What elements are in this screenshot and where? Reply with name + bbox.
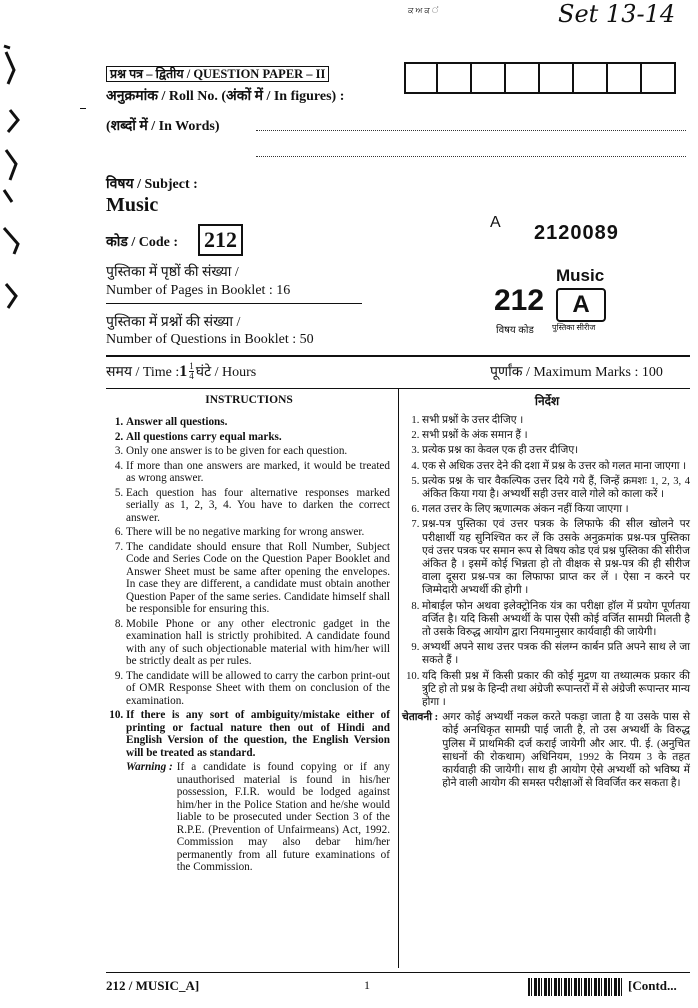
badge-code-caption: विषय कोड [496, 325, 534, 336]
instructions-warning [106, 761, 390, 874]
serial-number: 2120089 [534, 222, 619, 244]
instruction-item: 2. All questions carry equal marks. [126, 431, 390, 444]
roll-digit-box[interactable] [472, 62, 506, 94]
roll-digit-box[interactable] [540, 62, 574, 94]
instruction-item: 9. The candidate will be allowed to carry the carbon print-out of OMR Response Sheet with them on conclusion of the examination. [126, 670, 390, 708]
roll-words-line[interactable] [256, 130, 686, 131]
warning-text: If a candidate is found copying or if any unauthorised material is found in his/her possession, F.I.R. would be lodged against him/her in the Police Station and he/she would liable to be prosecuted under Section 3 of the R.P.E. (Prevention of Unfairmeans) Act, 1992. Commission may also debar him/her permanently from all future examinations of the Commission. [176, 761, 390, 873]
footer-contd: [Contd... [628, 978, 677, 993]
code-label: कोड / Code : [106, 235, 179, 250]
instructions-heading: INSTRUCTIONS [205, 394, 293, 406]
nirdesh-item: 8. मोबाईल फोन अथवा इलेक्ट्रोनिक यंत्र का परीक्षा हॉल में प्रयोग पूर्णतया वर्जित है। यदि किसी अभ्यर्थी के पास ऐसी कोई वर्जित सामग्री मिलती है तो उसके विरुद्ध आयोग द्वारा नियमानुसार कार्यवाही की जायेगी। [422, 600, 690, 640]
roll-words-line-2[interactable] [256, 156, 686, 157]
badge-code: 212 [494, 284, 545, 317]
instruction-item: 6. There will be no negative marking for wrong answer. [126, 526, 390, 539]
subject-value: Music [106, 194, 159, 216]
instructions-list [106, 416, 390, 874]
max-marks: पूर्णांक / Maximum Marks : 100 [490, 365, 663, 380]
instruction-item: 7. The candidate should ensure that Roll Number, Subject Code and Series Code on the Question Paper Booklet and Answer Sheet must be same after opening the envelopes. In case they are different, a candidate must obtain another Question Paper of the same series. Candidate himself shall be responsible for ensuring this. [126, 541, 390, 616]
questions-english: Number of Questions in Booklet : 50 [106, 332, 314, 347]
nirdesh-list [402, 414, 690, 790]
questions-hindi: पुस्तिका में प्रश्नों की संख्या / [106, 315, 241, 330]
time-row [106, 362, 256, 381]
roll-digit-box[interactable] [608, 62, 642, 94]
warning-label: Warning : [126, 761, 173, 773]
roll-digit-box[interactable] [438, 62, 472, 94]
nirdesh-item: 5. प्रत्येक प्रश्न के चार वैकल्पिक उत्तर दिये गये हैं, जिन्हें क्रमशः 1, 2, 3, 4 अंकित किया गया है। अभ्यर्थी सही उत्तर वाले गोले को काला करें । [422, 475, 690, 501]
badge-title: Music [556, 266, 605, 285]
nirdesh-item: 1. सभी प्रश्नों के उत्तर दीजिए । [422, 414, 690, 427]
time-fraction: 1 4 [189, 361, 194, 381]
roll-digit-box[interactable] [574, 62, 608, 94]
time-whole: 1 [179, 362, 188, 380]
roll-words-label: (शब्दों में / In Words) [106, 119, 220, 134]
nirdesh-item: 3. प्रत्येक प्रश्न का केवल एक ही उत्तर दीजिए। [422, 444, 690, 457]
pages-english: Number of Pages in Booklet : 16 [106, 283, 291, 298]
barcode-image [528, 978, 622, 996]
roll-digit-box[interactable] [506, 62, 540, 94]
nirdesh-item: 9. अभ्यर्थी अपने साथ उत्तर पत्रक की संलग्न कार्बन प्रति अपने साथ ले जा सकते हैं । [422, 641, 690, 667]
instruction-item: 1. Answer all questions. [126, 416, 390, 429]
badge-series: A [556, 288, 606, 322]
pages-hindi: पुस्तिका में पृष्ठों की संख्या / [106, 265, 239, 280]
footer-page-number: 1 [364, 978, 370, 992]
subject-label: विषय / Subject : [106, 177, 198, 192]
chetavani-label: चेतावनी : [402, 712, 439, 724]
nirdesh-item: 10. यदि किसी प्रश्न में किसी प्रकार की कोई मुद्रण या तथ्यात्मक प्रकार की त्रुटि हो तो प्रश्न के हिन्दी तथा अंग्रेजी रूपान्तरों में से अंग्रेजी रूपान्तर मान्य होगा । [422, 670, 690, 710]
instruction-item: 4. If more than one answers are marked, it would be treated as wrong answer. [126, 460, 390, 485]
footer-code: 212 / MUSIC_A] [106, 978, 200, 993]
series-letter: A [490, 214, 501, 231]
roll-figures-label: अनुक्रमांक / Roll No. (अंकों में / In figures) : [106, 89, 345, 104]
top-mark: ਕ ਅ ਕ ਂ [408, 6, 439, 15]
instruction-item: 5. Each question has four alternative responses marked serially as 1, 2, 3, 4. You have to darken the correct answer. [126, 487, 390, 525]
question-paper-label: प्रश्न पत्र – द्वितीय / QUESTION PAPER – II [106, 66, 329, 82]
handwritten-set-note: Set 13-14 [558, 0, 676, 28]
nirdesh-heading: निर्देश [534, 394, 560, 408]
instruction-item: 10. If there is any sort of ambiguity/mistake either of printing or factual nature then out of Hindi and English Version of the question, the English Version will be treated as standard. [126, 709, 390, 759]
nirdesh-item: 4. एक से अधिक उत्तर देने की दशा में प्रश्न के उत्तर को गलत माना जाएगा । [422, 460, 690, 473]
roll-digit-box[interactable] [404, 62, 438, 94]
time-suffix: घंटे / Hours [195, 365, 257, 380]
chetavani-text: अगर कोई अभ्यर्थी नकल करते पकड़ा जाता है या उसके पास से कोई अनधिकृत सामग्री पाई जाती है, तो उस अभ्यर्थी के विरुद्ध पुलिस में प्राथमिकी दर्ज कराई जायेगी और आर. पी. ई. (अनुचित साधनों की रोकथाम) अधिनियम, 1992 के नियम 3 के तहत कार्यवाही की जायेगी। साथ ही आयोग ऐसे अभ्यर्थी को भविष्य में होने वाली आयोग की समस्त परीक्षाओं से विवर्जित कर सकता है। [442, 712, 690, 790]
instruction-item: 8. Mobile Phone or any other electronic gadget in the examination hall is strictly prohibited. A candidate found with any of such objectionable material with him/her will be strictly dealt as per rules. [126, 618, 390, 668]
time-prefix: समय / Time : [106, 365, 180, 380]
nirdesh-item: 7. प्रश्न-पत्र पुस्तिका एवं उत्तर पत्रक के लिफाफे की सील खोलने पर परीक्षार्थी यह सुनिश्चित कर लें कि उसके अनुक्रमांक प्रश्न-पत्र पुस्तिका एवं उत्तर पत्रक पर समान रूप से विषय कोड एवं प्रश्न पुस्तिका की सीरीज अंकित है । इसमें कोई भिन्नता हो तो वीक्षक से प्रश्न-पत्र की ही सीरीज वाला दूसरा प्रश्न-पत्र का लिफाफा प्राप्त कर लें । ऐसा न करने पर जिम्मेदारी अभ्यर्थी की होगी । [422, 518, 690, 597]
instruction-item: 3. Only one answer is to be given for each question. [126, 445, 390, 458]
badge-series-caption: पुस्तिका सीरीज [552, 323, 596, 332]
nirdesh-item: 6. गलत उत्तर के लिए ऋणात्मक अंकन नहीं किया जाएगा । [422, 503, 690, 516]
code-value: 212 [198, 224, 243, 256]
margin-scribbles [0, 40, 24, 320]
nirdesh-item: 2. सभी प्रश्नों के अंक समान हैं । [422, 429, 690, 442]
roll-digit-box[interactable] [642, 62, 676, 94]
roll-number-boxes[interactable] [404, 62, 676, 94]
nirdesh-warning [402, 711, 690, 790]
